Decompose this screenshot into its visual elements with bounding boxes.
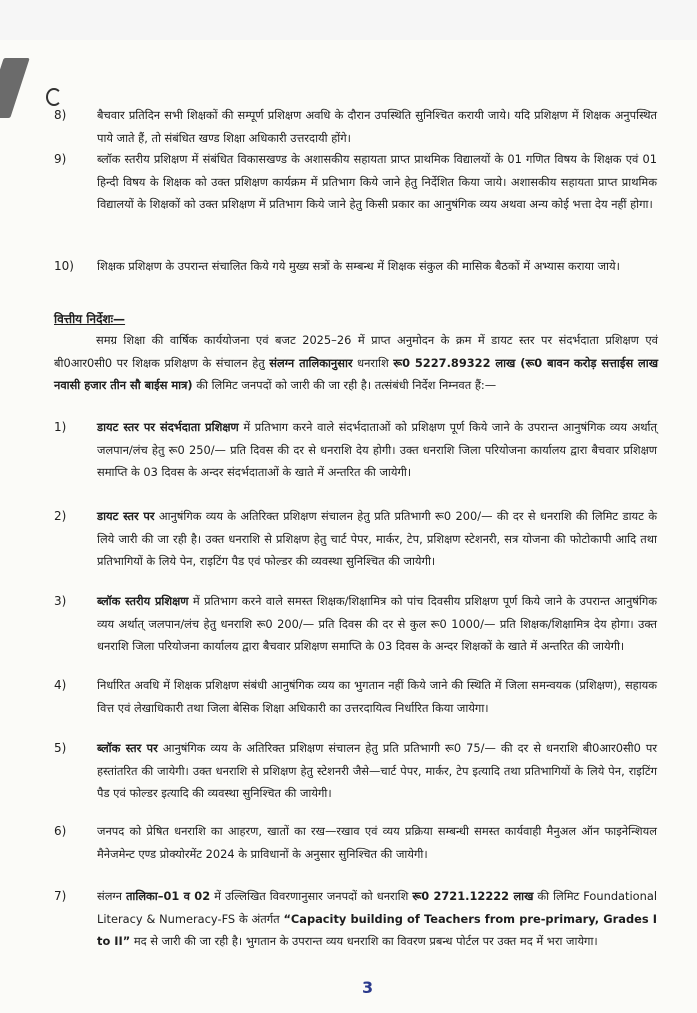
intro-text: की लिमिट जनपदों को जारी की जा रही है। तत्संबंधी निर्देश निम्नवत हैं:— [192, 378, 497, 392]
intro-text: धनराशि [352, 355, 394, 370]
section-heading: वित्तीय निर्देशः— [54, 312, 126, 326]
item-text: ब्लॉक स्तरीय प्रशिक्षण में संबंधित विकासखण्ड के अशासकीय सहायता प्राप्त प्राथमिक विद्यालयों के 01 गणित विषय के शिक्षक एवं 01 हिन्दी विषय के शिक्षक को उक्त प्रशिक्षण कार्यक्रम में प्रतिभाग किये जाने हेतु निर्देशित किया जाये। अशासकीय सहायता प्राप्त प्राथमिक विद्यालयों के शिक्षकों को उक्त प्रशिक्षण में प्रतिभाग किये जाने हेतु किसी प्रकार का आनुषंगिक व्यय अथवा अन्य कोई भत्ता देय नहीं होगा। [97, 152, 657, 211]
item-number: 10) [54, 259, 74, 273]
item-text [97, 737, 657, 805]
intro-text: समग्र शिक्षा की वार्षिक कार्ययोजना एवं बजट 2025–26 में प्राप्त अनुमोदन के क्रम में डायट स्तर पर संदर्भदाता प्रशिक्षण एवं बी0आर0सी0 पर शिक्षक प्रशिक्षण के संचालन हेतु [54, 333, 658, 370]
item-text: बैचवार प्रतिदिन सभी शिक्षकों की सम्पूर्ण प्रशिक्षण अवधि के दौरान उपस्थिति सुनिश्चित करायी जाये। यदि प्रशिक्षण में शिक्षक अनुपस्थित पाये जाते हैं, तो संबंधित खण्ड शिक्षा अधिकारी उत्तरदायी होंगे। [97, 108, 657, 145]
item-text [97, 416, 657, 484]
item-body: में प्रतिभाग करने वाले संदर्भदाताओं को प्रशिक्षण पूर्ण किये जाने के उपरान्त आनुषंगिक व्यय अर्थात् जलपान/लंच हेतु रू0 250/— प्रति दिवस की दर से धनराशि देय होगी। उक्त धनराशि जिला परियोजना कार्यालय द्वारा बैचवार प्रशिक्षण समाप्ति के 03 दिवस के अन्दर संदर्भदाताओं के खाते में अन्तरित की जायेगी। [97, 420, 658, 479]
item-body: संलग्न [97, 889, 126, 903]
intro-bold-amount: रू0 5227.89322 लाख (रू0 बावन करोड़ सत्ताईस लाख नवासी हजार तीन सौ बाईस मात्र) [54, 355, 659, 392]
item-bold-text: डायट स्तर पर [97, 509, 155, 523]
document-page [0, 40, 697, 1013]
item-number: 5) [54, 741, 67, 755]
viewer-top-bar [0, 0, 697, 40]
item-text [97, 885, 657, 953]
item-body: में उल्लिखित विवरणानुसार जनपदों को धनराशि [210, 889, 413, 903]
item-number: 6) [54, 824, 67, 838]
item-body: जनपद को प्रेषित धनराशि का आहरण, खातों का रख—रखाव एवं व्यय प्रक्रिया सम्बन्धी समस्त कार्यवाही मैनुअल ऑन फाइनेन्शियल मैनेजमेन्ट एण्ड प्रोक्योरमेंट 2024 के प्राविधानों के अनुसार सुनिश्चित की जायेगी। [97, 824, 657, 861]
item-bold-text: डायट स्तर पर संदर्भदाता प्रशिक्षण [97, 420, 239, 434]
item-number: 1) [54, 420, 67, 434]
page-number: 3 [362, 978, 374, 997]
item-text [97, 590, 657, 658]
item-number: 3) [54, 594, 67, 608]
item-body: मद से जारी की जा रही है। भुगतान के उपरान्त व्यय धनराशि का विवरण प्रबन्ध पोर्टल पर उक्त मद में भरा जायेगा। [130, 934, 598, 948]
item-bold-text: ब्लॉक स्तरीय प्रशिक्षण [97, 594, 189, 608]
item-body: आनुषंगिक व्यय के अतिरिक्त प्रशिक्षण संचालन हेतु प्रति प्रतिभागी रू0 75/— की दर से धनराशि बी0आर0सी0 पर हस्तांतरित की जायेगी। उक्त धनराशि से प्रशिक्षण हेतु स्टेशनरी जैसे—चार्ट पेपर, मार्कर, टेप इत्यादि तथा प्रतिभागियों के लिये पेन, राइटिंग पैड एवं फोल्डर इत्यादि की व्यवस्था सुनिश्चित की जायेगी। [97, 741, 657, 800]
item-text: शिक्षक प्रशिक्षण के उपरान्त संचालित किये गये मुख्य सत्रों के सम्बन्ध में शिक्षक संकुल की मासिक बैठकों में अभ्यास कराया जाये। [97, 259, 620, 273]
item-body: में प्रतिभाग करने वाले समस्त शिक्षक/शिक्षामित्र को पांच दिवसीय प्रशिक्षण पूर्ण किये जाने के उपरान्त आनुषंगिक व्यय अर्थात् जलपान/लंच हेतु धनराशि रू0 200/— प्रति दिवस की दर से कुल रू0 1000/— प्रति शिक्षक/शिक्षामित्र देय होगा। उक्त धनराशि जिला परियोजना कार्यालय द्वारा बैचवार प्रशिक्षण समाप्ति के 03 दिवस के अन्दर शिक्षकों के खाते में अन्तरित की जायेगी। [97, 594, 657, 653]
item-body: आनुषंगिक व्यय के अतिरिक्त प्रशिक्षण संचालन हेतु प्रति प्रतिभागी रू0 200/— की दर से धनराशि की लिमिट डायट के लिये जारी की जा रही है। उक्त धनराशि से प्रशिक्षण हेतु चार्ट पेपर, मार्कर, टेप, प्रशिक्षण स्टेशनरी, सत्र योजना की फोटोकापी आदि तथा प्रतिभागियों के लिये पेन, राइटिंग पैड एवं फोल्डर की व्यवस्था सुनिश्चित की जायेगी। [97, 509, 657, 568]
item-text [97, 820, 657, 865]
item-bold-text: ब्लॉक स्तर पर [97, 741, 158, 755]
item-number: 9) [54, 152, 67, 166]
item-number: 2) [54, 509, 67, 523]
item-number: 4) [54, 678, 67, 692]
item-number: 8) [54, 108, 67, 122]
item-bold-amount: रू0 2721.12222 लाख [412, 889, 534, 903]
intro-paragraph [54, 329, 658, 397]
item-bold-text: तालिका–01 व 02 [125, 889, 211, 903]
item-text [97, 505, 657, 573]
item-body: की लिमिट Foundational Literacy & Numeracy-FS के अंतर्गत [97, 889, 657, 926]
item-text [97, 674, 657, 719]
item-bold-title: “Capacity building of Teachers from pre-primary, Grades I to II” [97, 911, 657, 948]
item-number: 7) [54, 889, 67, 903]
scan-corner-mark [0, 58, 30, 118]
item-body: निर्धारित अवधि में शिक्षक प्रशिक्षण संबंधी आनुषंगिक व्यय का भुगतान नहीं किये जाने की स्थिति में जिला समन्वयक (प्रशिक्षण), सहायक वित्त एवं लेखाधिकारी तथा जिला बेसिक शिक्षा अधिकारी का उत्तरदायित्व निर्धारित किया जायेगा। [97, 678, 657, 715]
intro-bold-text: संलग्न तालिकानुसार [269, 355, 353, 370]
